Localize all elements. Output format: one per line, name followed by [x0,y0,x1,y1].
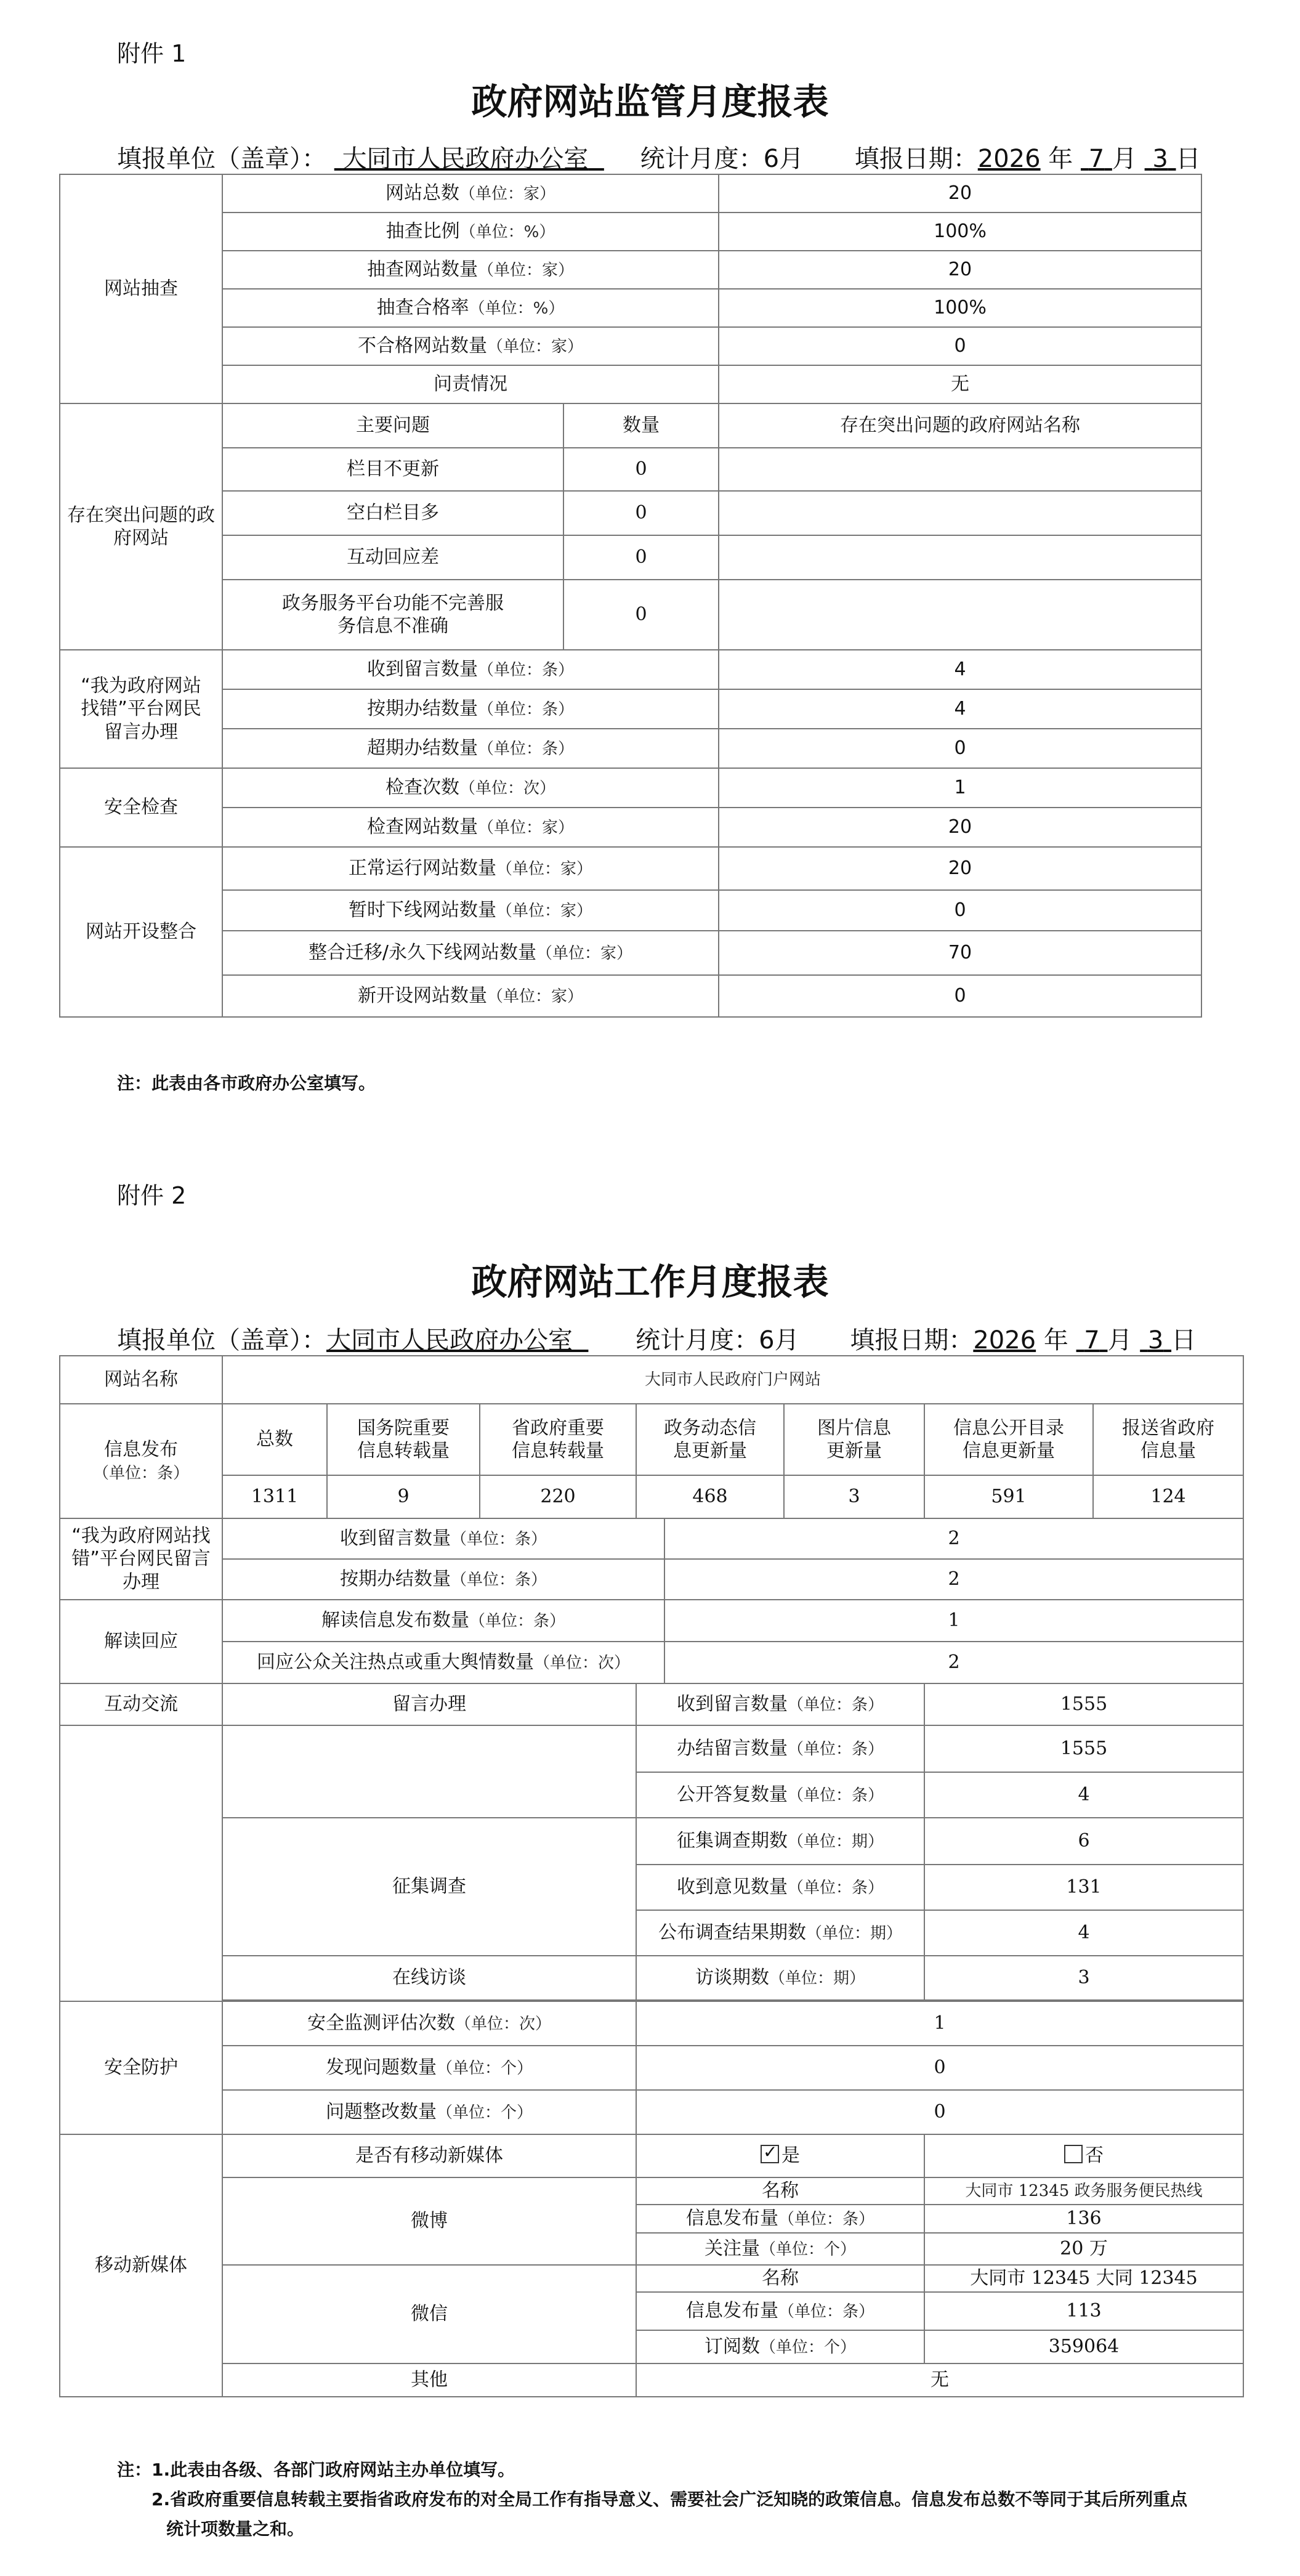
info-value: 1311 [222,1475,327,1518]
names-cell [719,580,1201,650]
report-title: 政府网站监管月度报表 [471,81,829,123]
month-value: 6 [759,1326,775,1355]
row-value: 20 [719,174,1201,213]
row-value: 0 [719,729,1201,768]
date-month-unit: 月 [1112,145,1137,173]
date-year: 2026 [977,145,1041,173]
row-value: 0 [636,2090,1243,2134]
row-label: 收到留言数量（单位：条） [636,1683,924,1725]
row-value: 100% [719,289,1201,327]
section-interpret: 解读回应 [60,1600,222,1683]
unit-label: 填报单位（盖章）： [117,145,326,173]
row-label: 解读信息发布数量（单位：条） [222,1600,664,1642]
row-label: 公布调查结果期数（单位：期） [636,1910,924,1956]
names-cell [719,448,1201,491]
section-problems: 存在突出问题的政府网站 [60,403,222,650]
row-value: 20 [719,808,1201,847]
names-cell [719,535,1201,580]
row-label: 收到留言数量（单位：条） [222,1518,664,1559]
row-value: 无 [719,365,1201,403]
info-value: 591 [924,1475,1093,1518]
row-value: 131 [924,1865,1243,1910]
date-year: 2026 [973,1326,1036,1355]
work-report-table [59,1355,1244,2397]
site-name-label: 网站名称 [60,1356,222,1404]
row-value: 1555 [924,1725,1243,1772]
row-label: 新开设网站数量（单位：家） [222,975,719,1017]
row-label: 检查网站数量（单位：家） [222,808,719,847]
attachment-label: 附件 2 [117,1182,187,1209]
group-survey: 征集调查 [222,1818,636,1956]
issue-cell: 空白栏目多 [222,491,563,535]
unit-label: 填报单位（盖章）： [117,1326,326,1355]
other-value: 无 [636,2363,1243,2397]
info-value: 468 [636,1475,784,1518]
row-label: 超期办结数量（单位：条） [222,729,719,768]
issue-cell: 互动回应差 [222,535,563,580]
issue-cell: 栏目不更新 [222,448,563,491]
row-value: 6 [924,1818,1243,1865]
row-value: 136 [924,2205,1243,2233]
row-value: 1 [664,1600,1243,1642]
row-value: 20 万 [924,2233,1243,2265]
row-label: 关注量（单位：个） [636,2233,924,2265]
issue-cell: 政务服务平台功能不完善服务信息不准确 [222,580,563,650]
wechat-label: 微信 [222,2265,636,2363]
row-label: 检查次数（单位：次） [222,768,719,808]
info-value: 220 [480,1475,636,1518]
count-cell: 0 [563,491,719,535]
row-label: 按期办结数量（单位：条） [222,689,719,729]
supervision-table [59,174,1202,1018]
unit-name: 大同市人民政府办公室 [342,145,589,173]
row-value: 4 [719,650,1201,689]
row-value: 0 [719,975,1201,1017]
row-value: 0 [636,2046,1243,2090]
attachment-label: 附件 1 [117,40,187,67]
year-unit: 年 [1048,145,1073,173]
row-label: 办结留言数量（单位：条） [636,1725,924,1772]
row-value: 0 [719,327,1201,365]
date-month: 7 [1084,1326,1100,1355]
info-header: 总数 [222,1404,327,1475]
section-integration: 网站开设整合 [60,847,222,1017]
info-value: 3 [784,1475,924,1518]
month-unit: 月 [774,1326,799,1355]
section-error-platform: “我为政府网站找错”平台网民留言办理 [60,650,222,768]
row-label: 整合迁移/永久下线网站数量（单位：家） [222,931,719,975]
count-cell: 0 [563,448,719,491]
section-error-platform: “我为政府网站找错”平台网民留言办理 [60,1518,222,1600]
table-note: 注：此表由各市政府办公室填写。 [117,1073,376,1093]
weibo-label: 微博 [222,2177,636,2265]
date-label: 填报日期： [850,1326,974,1355]
report-meta [117,1321,1196,1356]
row-value: 359064 [924,2330,1243,2363]
section-spot-check: 网站抽查 [60,174,222,403]
row-label: 抽查比例（单位：%） [222,213,719,251]
row-value: 0 [719,890,1201,931]
row-value: 20 [719,847,1201,890]
row-label: 信息发布量（单位：条） [636,2205,924,2233]
row-value: 4 [924,1772,1243,1818]
row-label: 安全监测评估次数（单位：次） [222,2001,636,2046]
group-interview: 在线访谈 [222,1956,636,2000]
unit-name: 大同市人民政府办公室 [326,1326,573,1355]
row-label: 名称 [636,2177,924,2205]
section-safety: 安全防护 [60,2001,222,2134]
year-unit: 年 [1043,1326,1068,1355]
row-label: 信息发布量（单位：条） [636,2292,924,2330]
row-label: 征集调查期数（单位：期） [636,1818,924,1865]
yes-option[interactable]: ✓ 是 [636,2134,924,2177]
row-label: 正常运行网站数量（单位：家） [222,847,719,890]
info-header: 省政府重要信息转载量 [480,1404,636,1475]
header-issue: 主要问题 [222,403,563,448]
day-unit: 日 [1176,145,1201,173]
row-value: 70 [719,931,1201,975]
row-value: 2 [664,1559,1243,1600]
row-value: 1 [719,768,1201,808]
row-value: 20 [719,251,1201,289]
checkbox-checked-icon [761,2145,779,2163]
row-label: 网站总数（单位：家） [222,174,719,213]
row-label: 访谈期数（单位：期） [636,1956,924,2000]
report-title: 政府网站工作月度报表 [471,1261,829,1303]
info-header: 报送省政府信息量 [1093,1404,1243,1475]
row-value: 2 [664,1642,1243,1683]
row-label: 名称 [636,2265,924,2292]
group-message: 留言办理 [222,1683,636,1725]
names-cell [719,491,1201,535]
row-value: 大同市 12345 政务服务便民热线 [924,2177,1243,2205]
date-month: 7 [1088,145,1105,173]
checkbox-empty-icon [1064,2145,1083,2163]
blank-cell [222,1725,636,1818]
row-label: 不合格网站数量（单位：家） [222,327,719,365]
day-unit: 日 [1171,1326,1197,1355]
report-meta [117,139,1201,174]
row-label: 暂时下线网站数量（单位：家） [222,890,719,931]
month-label: 统计月度： [636,1326,759,1355]
date-label: 填报日期： [854,145,978,173]
section-info: 信息发布 （单位：条） [60,1404,222,1518]
month-value: 6 [763,145,780,173]
row-label: 收到留言数量（单位：条） [222,650,719,689]
row-label: 问题整改数量（单位：个） [222,2090,636,2134]
section-interaction: 互动交流 [60,1683,222,1725]
section-blank [60,1725,222,2001]
row-label: 发现问题数量（单位：个） [222,2046,636,2090]
header-names: 存在突出问题的政府网站名称 [719,403,1201,448]
row-value: 4 [924,1910,1243,1956]
row-label: 公开答复数量（单位：条） [636,1772,924,1818]
row-label: 回应公众关注热点或重大舆情数量（单位：次） [222,1642,664,1683]
header-count: 数量 [563,403,719,448]
row-value: 4 [719,689,1201,729]
count-cell: 0 [563,580,719,650]
info-value: 9 [327,1475,480,1518]
info-value: 124 [1093,1475,1243,1518]
info-header: 图片信息更新量 [784,1404,924,1475]
site-name: 大同市人民政府门户网站 [222,1356,1243,1404]
row-value: 2 [664,1518,1243,1559]
date-day: 3 [1152,145,1168,173]
count-cell: 0 [563,535,719,580]
row-label: 抽查网站数量（单位：家） [222,251,719,289]
row-label: 收到意见数量（单位：条） [636,1865,924,1910]
month-label: 统计月度： [640,145,764,173]
info-header: 政务动态信息更新量 [636,1404,784,1475]
info-header: 信息公开目录信息更新量 [924,1404,1093,1475]
row-label: 按期办结数量（单位：条） [222,1559,664,1600]
row-value: 1555 [924,1683,1243,1725]
row-value: 3 [924,1956,1243,2000]
row-value: 113 [924,2292,1243,2330]
table-note-1: 注：1.此表由各级、各部门政府网站主办单位填写。 [117,2460,515,2480]
has-mobile-label: 是否有移动新媒体 [222,2134,636,2177]
row-value: 1 [636,2001,1243,2046]
no-option[interactable]: 否 [924,2134,1243,2177]
row-label: 抽查合格率（单位：%） [222,289,719,327]
table-note-2: 2.省政府重要信息转载主要指省政府发布的对全局工作有指导意义、需要社会广泛知晓的政策信息。信息发布总数不等同于其后所列重点 [151,2489,1188,2509]
row-value: 大同市 12345 大同 12345 [924,2265,1243,2292]
date-month-unit: 月 [1107,1326,1132,1355]
other-label: 其他 [222,2363,636,2397]
info-header: 国务院重要信息转载量 [327,1404,480,1475]
row-label: 问责情况 [222,365,719,403]
row-label: 订阅数（单位：个） [636,2330,924,2363]
section-mobile: 移动新媒体 [60,2134,222,2397]
section-security: 安全检查 [60,768,222,847]
date-day: 3 [1147,1326,1164,1355]
row-value: 100% [719,213,1201,251]
month-unit: 月 [779,145,804,173]
table-note-3: 统计项数量之和。 [166,2519,305,2539]
